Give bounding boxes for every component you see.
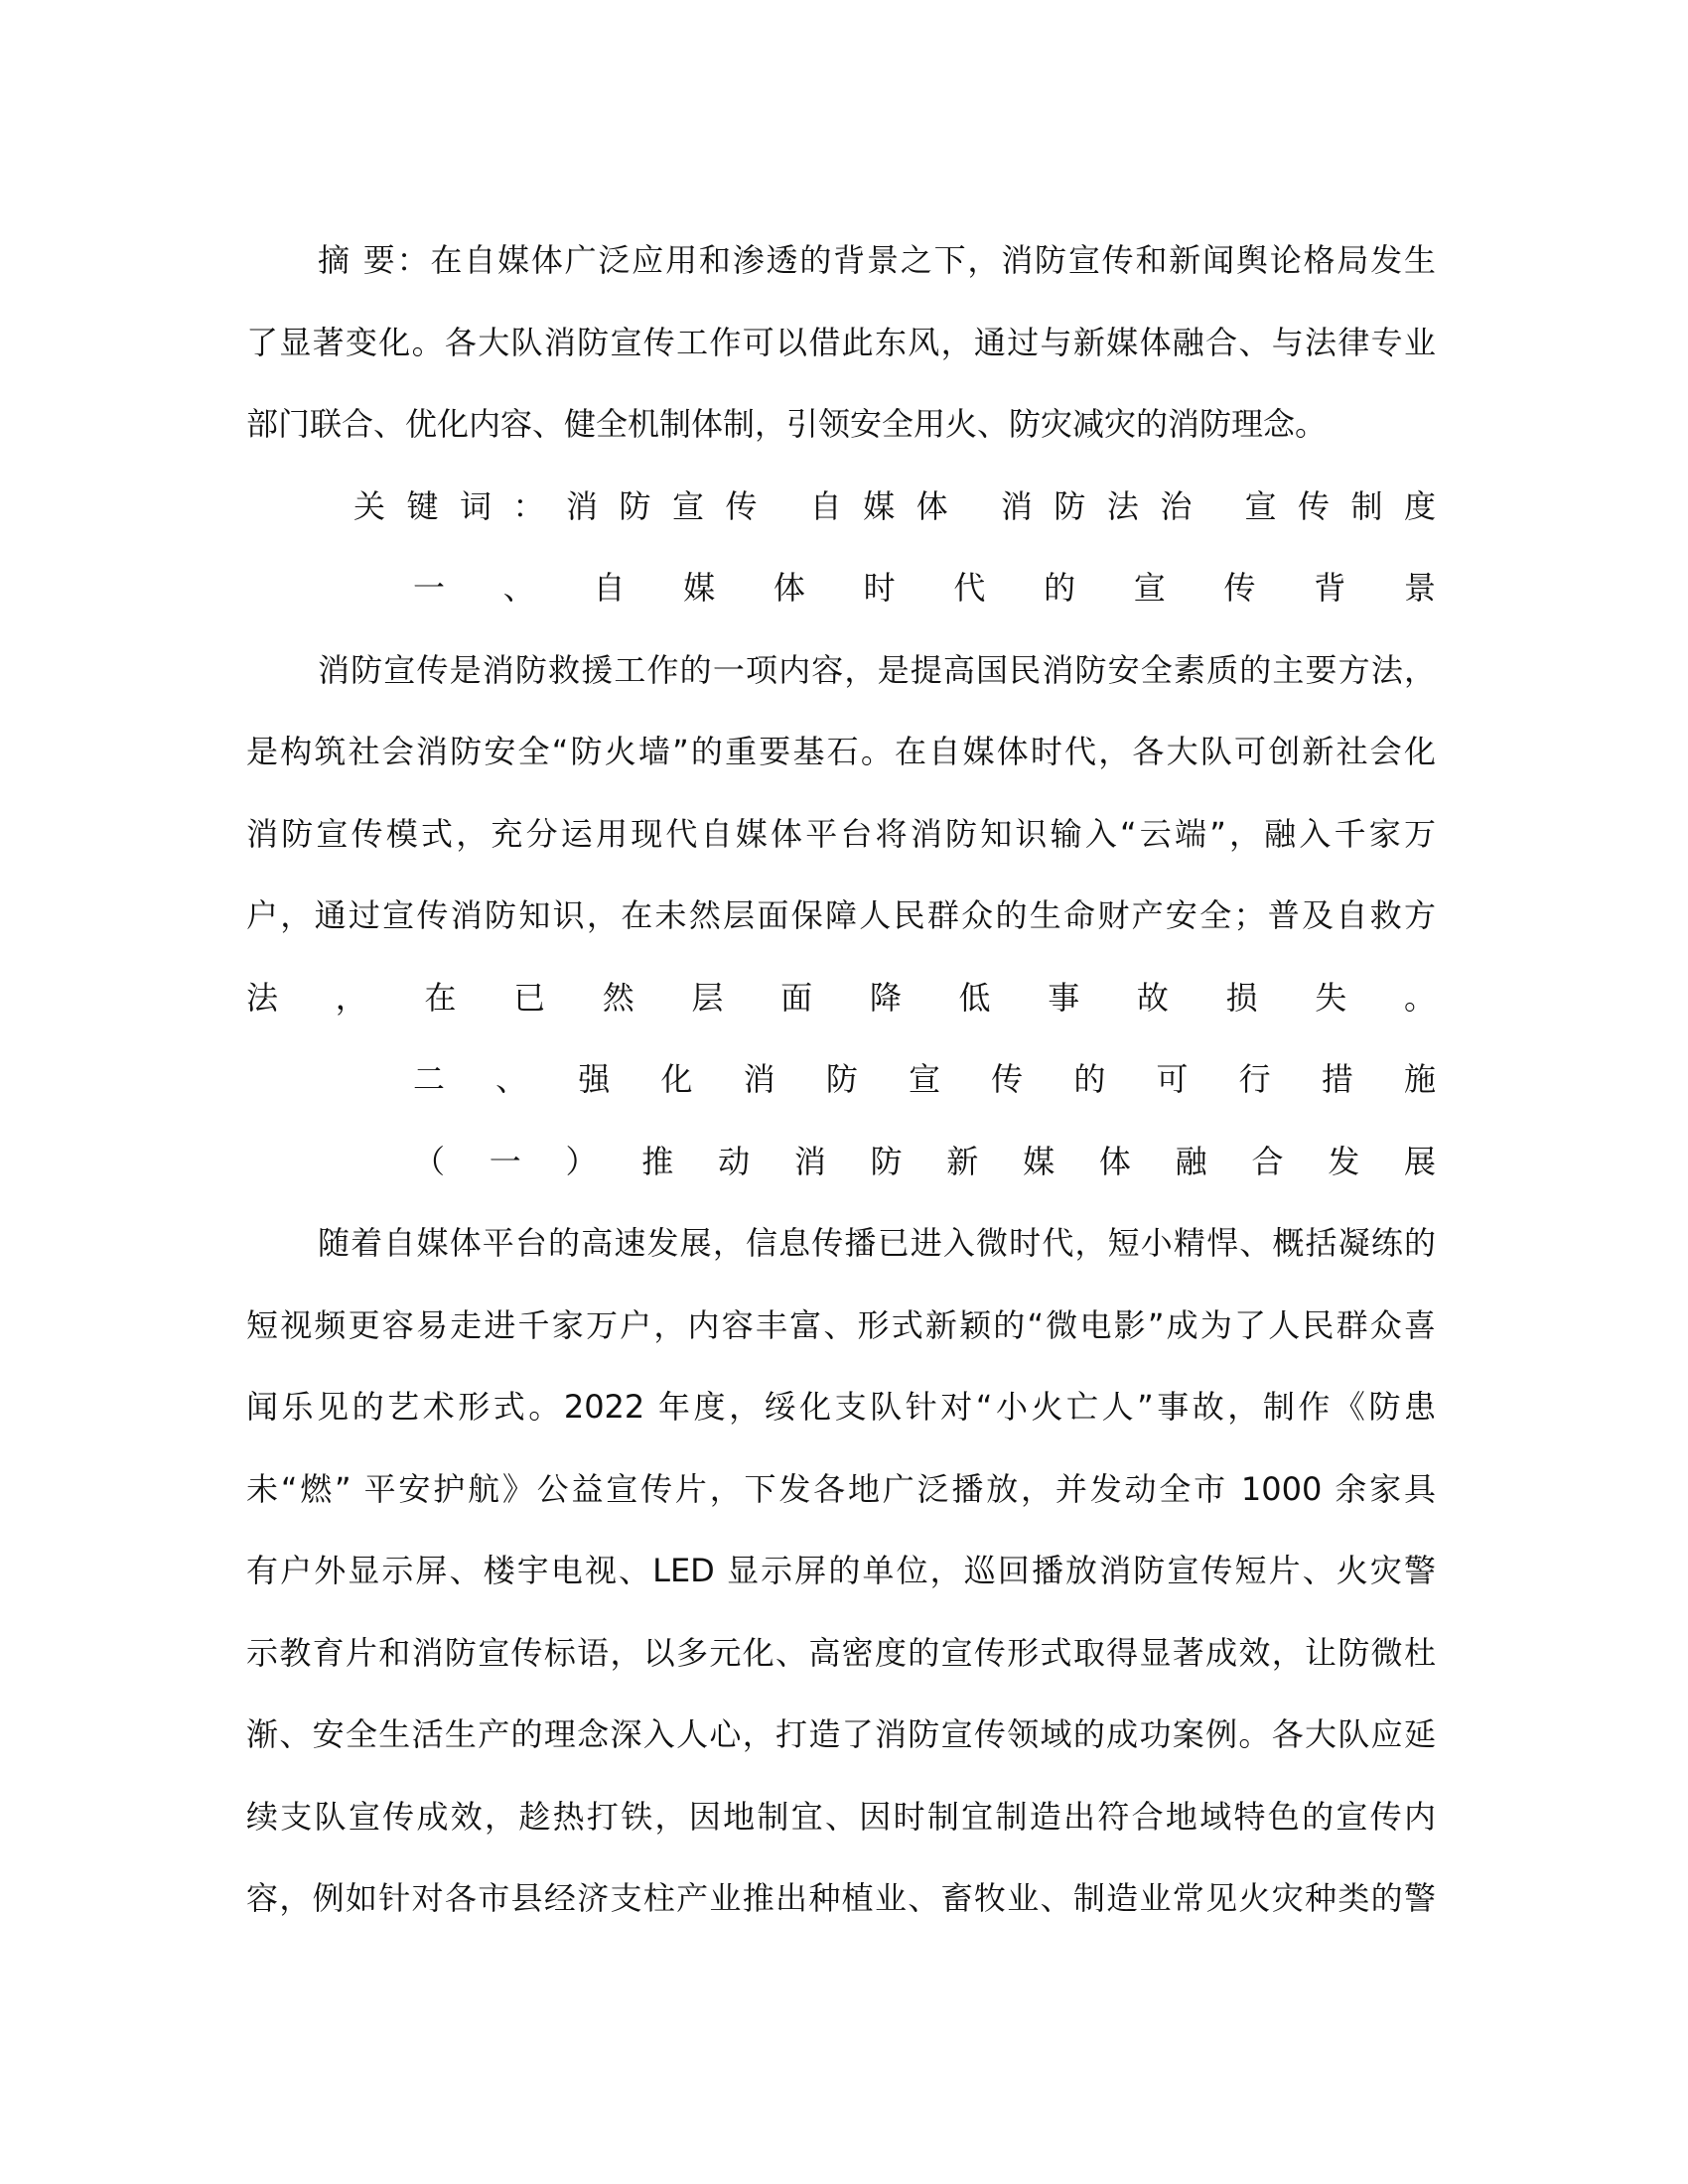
body-line: 随着自媒体平台的高速发展，信息传播已进入微时代，短小精悍、概括凝练的 <box>318 1224 1436 1262</box>
keywords: 关键词：消防宣传 自媒体 消防法治 宣传制度 <box>353 486 1436 525</box>
body-line: 续支队宣传成效，趁热打铁，因地制宜、因时制宜制造出符合地域特色的宣传内 <box>246 1797 1436 1836</box>
section-heading-1: 一、自媒体时代的宣传背景 <box>413 569 1436 607</box>
body-line: 有户外显示屏、楼宇电视、LED 显示屏的单位，巡回播放消防宣传短片、火灾警 <box>246 1552 1436 1589</box>
body-line: 示教育片和消防宣传标语，以多元化、高密度的宣传形式取得显著成效，让防微杜 <box>246 1633 1436 1672</box>
body-line: 户，通过宣传消防知识，在未然层面保障人民群众的生命财产安全；普及自救方 <box>246 896 1436 934</box>
abstract-line: 摘 要：在自媒体广泛应用和渗透的背景之下，消防宣传和新闻舆论格局发生 <box>318 241 1436 279</box>
body-line: 消防宣传模式，充分运用现代自媒体平台将消防知识输入“云端”，融入千家万 <box>246 814 1436 853</box>
body-line: 未“燃” 平安护航》公益宣传片，下发各地广泛播放，并发动全市 1000 余家具 <box>246 1469 1436 1508</box>
body-line: 短视频更容易走进千家万户，内容丰富、形式新颖的“微电影”成为了人民群众喜 <box>246 1305 1436 1344</box>
body-line: 渐、安全生活生产的理念深入人心，打造了消防宣传领域的成功案例。各大队应延 <box>246 1715 1436 1753</box>
abstract-line: 了显著变化。各大队消防宣传工作可以借此东风，通过与新媒体融合、与法律专业 <box>246 323 1436 361</box>
section-heading-2: 二、强化消防宣传的可行措施 <box>413 1060 1436 1098</box>
body-line: 容，例如针对各市县经济支柱产业推出种植业、畜牧业、制造业常见火灾种类的警 <box>246 1879 1436 1917</box>
subsection-heading: （一）推动消防新媒体融合发展 <box>413 1142 1436 1180</box>
body-line: 消防宣传是消防救援工作的一项内容，是提高国民消防安全素质的主要方法， <box>318 650 1436 689</box>
body-line: 闻乐见的艺术形式。2022 年度，绥化支队针对“小火亡人”事故，制作《防患 <box>246 1388 1436 1426</box>
document-page <box>246 230 1436 1951</box>
body-line: 法，在已然层面降低事故损失。 <box>246 978 1436 1017</box>
body-line: 是构筑社会消防安全“防火墙”的重要基石。在自媒体时代，各大队可创新社会化 <box>246 733 1436 770</box>
abstract-line: 部门联合、优化内容、健全机制体制，引领安全用火、防灾减灾的消防理念。 <box>246 405 1328 443</box>
